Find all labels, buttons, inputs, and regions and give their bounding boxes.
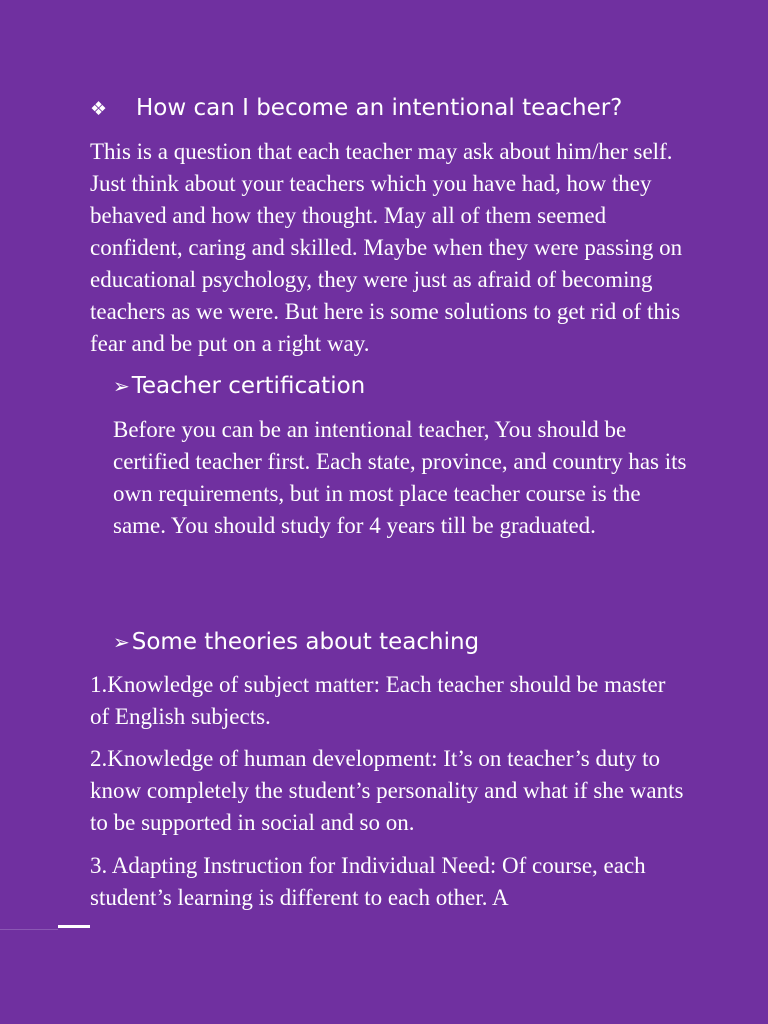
arrow-bullet-icon: ➢ xyxy=(113,630,130,654)
footer-divider-line xyxy=(0,929,58,930)
certification-heading-text: Teacher certification xyxy=(131,373,366,399)
arrow-bullet-icon: ➢ xyxy=(113,374,130,398)
footer-accent-line xyxy=(58,925,90,928)
theories-heading-text: Some theories about teaching xyxy=(131,629,480,655)
theory-item: 2.Knowledge of human development: It’s on teacher’s duty to know completely the student’s personality and what if she wants to be supported in social and so on. xyxy=(90,746,684,835)
theory-item: 1.Knowledge of subject matter: Each teacher should be master of English subjects. xyxy=(90,672,666,729)
certification-heading xyxy=(113,370,365,402)
question-heading-text: How can I become an intentional teacher? xyxy=(136,95,623,121)
theory-item: 3. Adapting Instruction for Individual Need: Of course, each student’s learning is different to each other. A xyxy=(90,853,646,910)
theories-heading xyxy=(113,626,479,658)
question-heading xyxy=(90,92,622,125)
intro-paragraph: This is a question that each teacher may ask about him/her self. Just think about your teachers which you have had, how they behaved and how they thought. May all of them seemed confident, caring and skilled. Maybe when they were passing on educational psychology, they were just as afraid of becoming teachers as we were. But here is some solutions to get rid of this fear and be put on a right way. xyxy=(90,139,683,356)
diamond-bullet-icon: ❖ xyxy=(90,98,108,120)
certification-paragraph: Before you can be an intentional teacher, You should be certified teacher first. Each state, province, and country has its own requirements, but in most place teacher course is the same. You should study for 4 years till be graduated. xyxy=(113,417,687,538)
